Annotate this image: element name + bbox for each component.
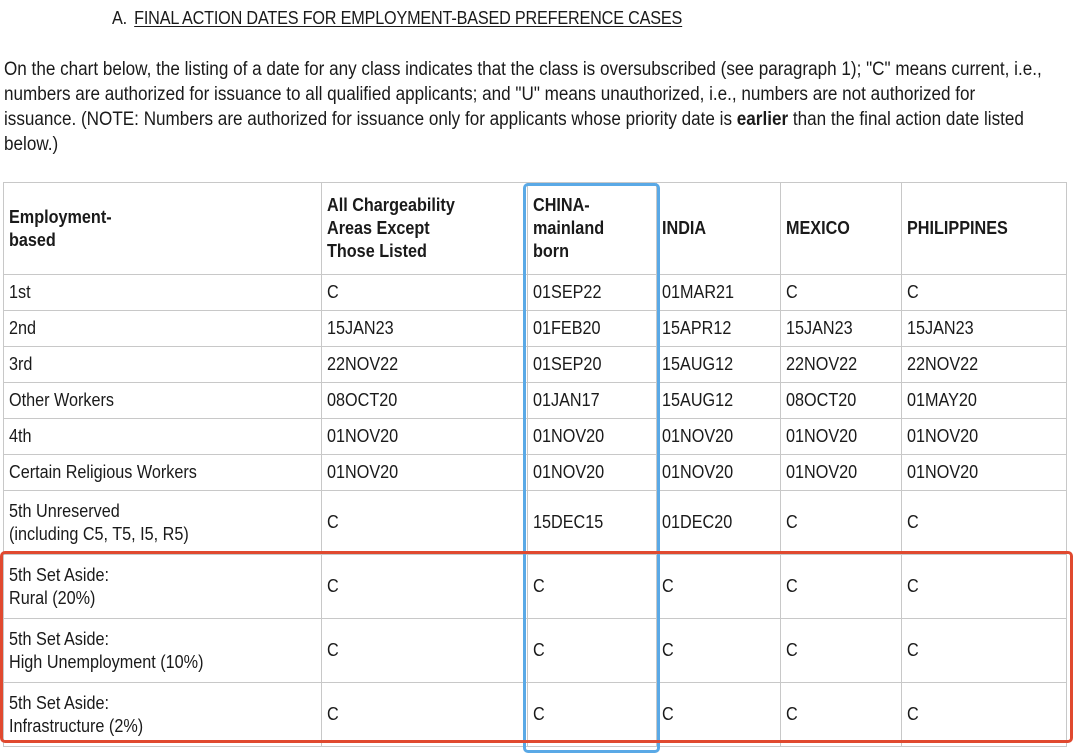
cell-china: 01SEP20 — [528, 347, 657, 383]
row-label: 1st — [4, 275, 322, 311]
section-heading — [112, 8, 682, 29]
cell-india: C — [657, 683, 781, 747]
cell-india: 15APR12 — [657, 311, 781, 347]
cell-china: C — [528, 619, 657, 683]
cell-mexico: C — [781, 555, 902, 619]
cell-india: 01NOV20 — [657, 419, 781, 455]
cell-china: 01NOV20 — [528, 455, 657, 491]
cell-philippines: 01NOV20 — [902, 419, 1067, 455]
cell-philippines: 22NOV22 — [902, 347, 1067, 383]
cell-china: 01SEP22 — [528, 275, 657, 311]
row-label: 4th — [4, 419, 322, 455]
cell-all-chargeability: C — [322, 619, 528, 683]
final-action-dates-table — [3, 182, 1067, 747]
cell-philippines: 01NOV20 — [902, 455, 1067, 491]
row-label: 3rd — [4, 347, 322, 383]
table-row — [4, 455, 1067, 491]
cell-all-chargeability: C — [322, 275, 528, 311]
header-china: CHINA- mainland born — [528, 183, 657, 275]
row-label: 2nd — [4, 311, 322, 347]
cell-all-chargeability: 22NOV22 — [322, 347, 528, 383]
cell-all-chargeability: C — [322, 491, 528, 555]
cell-china: C — [528, 683, 657, 747]
row-label: 5th Unreserved (including C5, T5, I5, R5) — [4, 491, 322, 555]
cell-china: 01NOV20 — [528, 419, 657, 455]
row-label: Certain Religious Workers — [4, 455, 322, 491]
header-india: INDIA — [657, 183, 781, 275]
cell-philippines: 15JAN23 — [902, 311, 1067, 347]
cell-mexico: C — [781, 275, 902, 311]
cell-all-chargeability: C — [322, 683, 528, 747]
cell-china: 15DEC15 — [528, 491, 657, 555]
table-header-row — [4, 183, 1067, 275]
cell-mexico: 01NOV20 — [781, 419, 902, 455]
intro-text-1: On the chart below, the listing of a date for any class indicates that the class is oversubscribed (see paragraph 1); "C" means current, i.e., numbers are authorized for issuance to all qualified applicants; and "U" means unauthorized, i.e., numbers are not authorized for issuance. (NOTE: Numbers are authorized for issuance only for applicants whose priority date is — [4, 59, 1042, 130]
row-label: 5th Set Aside: Infrastructure (2%) — [4, 683, 322, 747]
cell-philippines: 01MAY20 — [902, 383, 1067, 419]
cell-philippines: C — [902, 555, 1067, 619]
cell-mexico: C — [781, 619, 902, 683]
cell-india: 01DEC20 — [657, 491, 781, 555]
section-prefix: A. — [112, 8, 127, 28]
table-row — [4, 311, 1067, 347]
cell-mexico: C — [781, 491, 902, 555]
cell-india: C — [657, 555, 781, 619]
cell-philippines: C — [902, 491, 1067, 555]
cell-india: 15AUG12 — [657, 347, 781, 383]
table-row — [4, 419, 1067, 455]
cell-china: 01FEB20 — [528, 311, 657, 347]
cell-india: 01NOV20 — [657, 455, 781, 491]
header-employment-based: Employment- based — [4, 183, 322, 275]
cell-philippines: C — [902, 619, 1067, 683]
table-row — [4, 275, 1067, 311]
cell-all-chargeability: 01NOV20 — [322, 419, 528, 455]
row-label: 5th Set Aside: High Unemployment (10%) — [4, 619, 322, 683]
table-row — [4, 683, 1067, 747]
section-title: FINAL ACTION DATES FOR EMPLOYMENT-BASED PREFERENCE CASES — [134, 8, 683, 28]
cell-philippines: C — [902, 683, 1067, 747]
cell-all-chargeability: 15JAN23 — [322, 311, 528, 347]
table-row — [4, 619, 1067, 683]
cell-india: 15AUG12 — [657, 383, 781, 419]
table-row — [4, 383, 1067, 419]
table-row — [4, 491, 1067, 555]
cell-mexico: C — [781, 683, 902, 747]
header-mexico: MEXICO — [781, 183, 902, 275]
cell-mexico: 15JAN23 — [781, 311, 902, 347]
header-all-chargeability: All Chargeability Areas Except Those Listed — [322, 183, 528, 275]
intro-text-2: than the final action date listed below.) — [4, 109, 1024, 155]
cell-mexico: 22NOV22 — [781, 347, 902, 383]
cell-mexico: 08OCT20 — [781, 383, 902, 419]
cell-all-chargeability: 08OCT20 — [322, 383, 528, 419]
cell-philippines: C — [902, 275, 1067, 311]
intro-emphasis: earlier — [736, 109, 789, 130]
cell-china: C — [528, 555, 657, 619]
row-label: Other Workers — [4, 383, 322, 419]
cell-mexico: 01NOV20 — [781, 455, 902, 491]
cell-china: 01JAN17 — [528, 383, 657, 419]
header-philippines: PHILIPPINES — [902, 183, 1067, 275]
row-label: 5th Set Aside: Rural (20%) — [4, 555, 322, 619]
cell-india: 01MAR21 — [657, 275, 781, 311]
cell-india: C — [657, 619, 781, 683]
table-row — [4, 555, 1067, 619]
cell-all-chargeability: 01NOV20 — [322, 455, 528, 491]
cell-all-chargeability: C — [322, 555, 528, 619]
table-row — [4, 347, 1067, 383]
intro-paragraph — [4, 57, 1048, 157]
